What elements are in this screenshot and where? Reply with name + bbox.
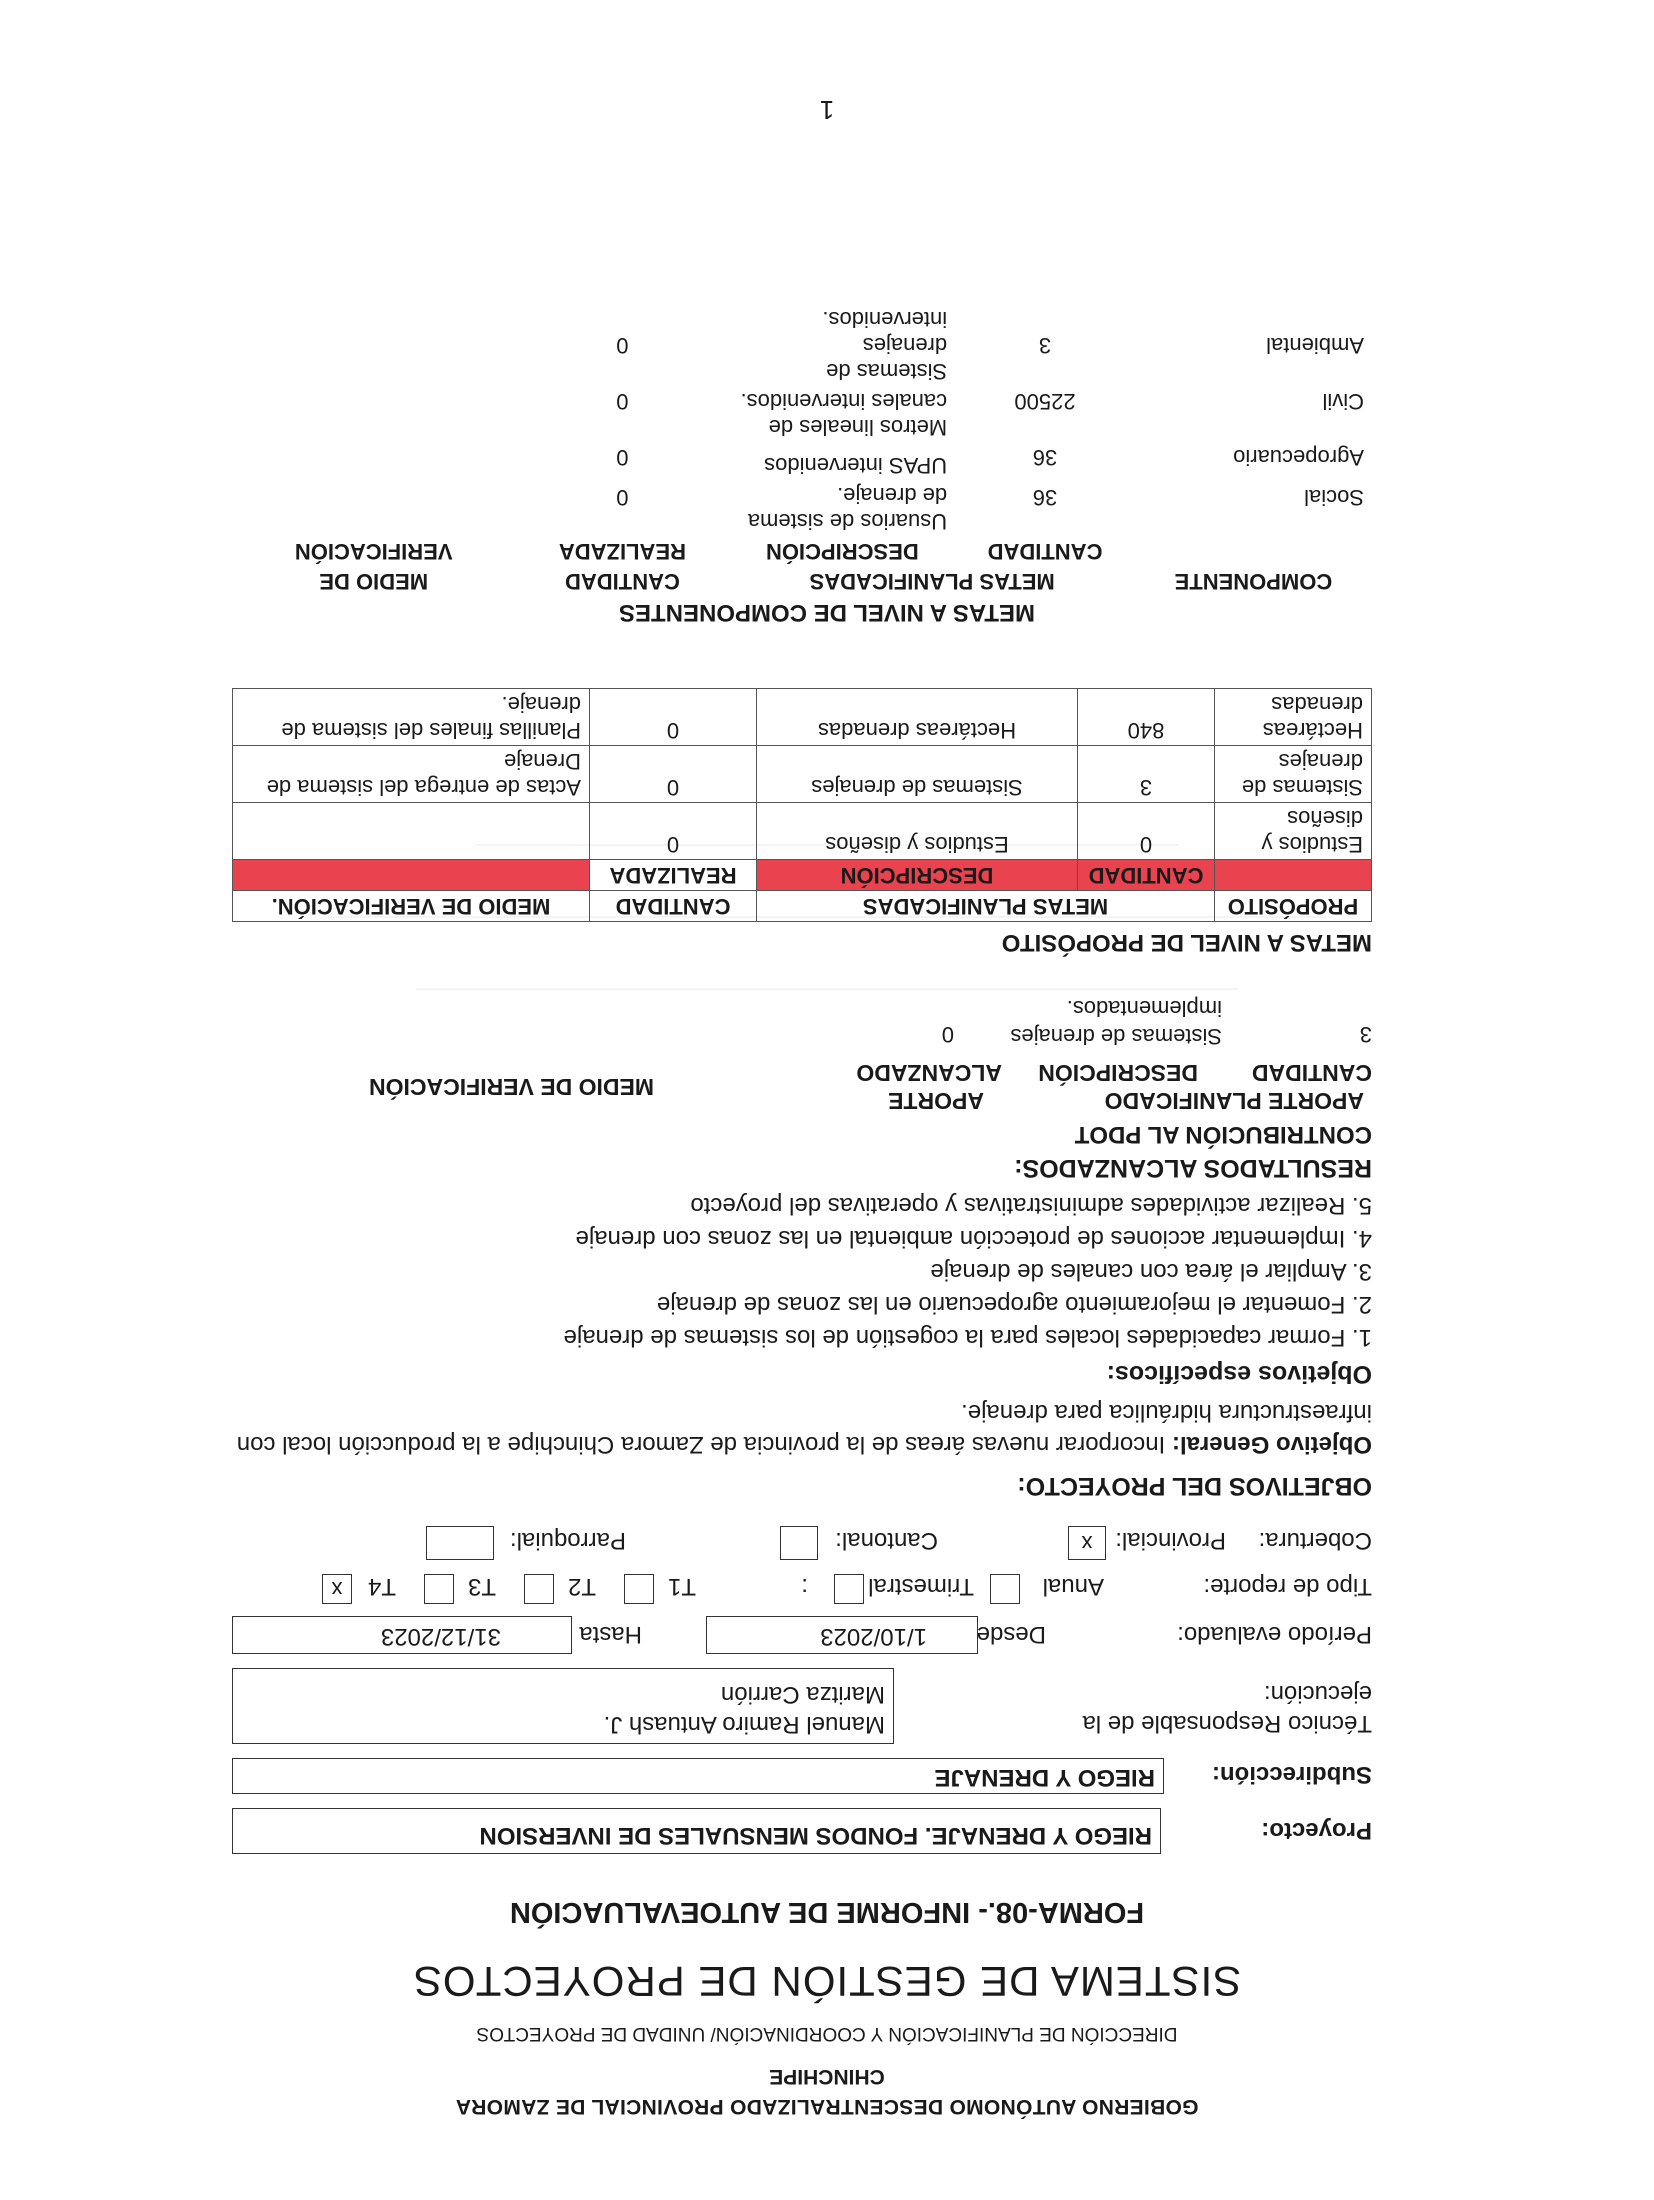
metas-planificadas-header: METAS PLANIFICADAS (757, 891, 1215, 922)
system-title: SISTEMA DE GESTIÓN DE PROYECTOS (412, 1958, 1242, 2005)
t4-checkbox[interactable]: x (322, 1574, 352, 1604)
parroquial-checkbox[interactable] (426, 1526, 494, 1560)
proposito-col-header: PROPÓSITO (1215, 891, 1372, 922)
objetivos-especificos-label: Objetivos específicos: (1106, 1360, 1372, 1388)
t1-checkbox[interactable] (624, 1574, 654, 1604)
trimestral-colon: : (801, 1573, 808, 1600)
comp-medio-cell (232, 480, 515, 536)
comp-cantidad-cell: 36 (1032, 485, 1058, 510)
resultados-alcanzado-header: ALCANZADO (856, 1060, 1002, 1086)
tecnico-label-line1: Técnico Responsable de la (1082, 1710, 1372, 1737)
medio-verificacion-header: MEDIO DE VERIFICACIÓN. (233, 891, 590, 922)
comp-descripcion-cell: Usuarios de sistema de drenaje. (747, 483, 948, 534)
trimestral-checkbox[interactable] (834, 1574, 864, 1604)
cantidad-cell: 840 (1078, 689, 1215, 746)
proyecto-value: RIEGO Y DRENAJE. FONDOS MENSUALES DE INVERSION (479, 1822, 1152, 1849)
cantidad-realizada-line1: CANTIDAD (615, 894, 731, 919)
provincial-label: Provincial: (1115, 1527, 1226, 1554)
cantonal-checkbox[interactable] (780, 1526, 818, 1560)
page-number: 1 (819, 95, 835, 125)
cantidad-realizada-header (590, 891, 757, 922)
comp-realizada-cell: 0 (616, 485, 629, 510)
table-row (232, 442, 1372, 480)
cobertura-label: Cobertura: (1258, 1527, 1372, 1554)
contribucion-pdot-title: CONTRIBUCIÓN AL PDOT (1074, 1121, 1372, 1148)
table-row (232, 480, 1372, 536)
comp-metas-header: METAS PLANIFICADAS (809, 569, 1055, 594)
componentes-table (232, 304, 1372, 596)
tecnico-field (232, 1668, 894, 1744)
comp-descripcion-cell: UPAS intervenidos (764, 453, 948, 478)
comp-realizada-cell: 0 (616, 333, 629, 358)
provincial-checkbox[interactable]: x (1068, 1526, 1106, 1560)
anual-label: Anual (1042, 1573, 1104, 1600)
tipo-reporte-label: Tipo de reporte: (1203, 1573, 1372, 1600)
desde-field (706, 1616, 978, 1654)
table-row (232, 304, 1372, 386)
descripcion-header: DESCRIPCIÓN (757, 860, 1078, 891)
realizada-cell: 0 (590, 746, 757, 803)
resultados-row-desc-line2: implementados. (1066, 996, 1222, 1021)
resultados-row-descripcion (1010, 994, 1222, 1050)
tecnico-value-2: Maritza Carrión (720, 1681, 885, 1708)
medio-cell: Actas de entrega del sistema de Drenaje (233, 746, 590, 803)
list-item: 5. Realizar actividades administrativas y operativas del proyecto (690, 1192, 1372, 1219)
objetivo-general (232, 1396, 1372, 1460)
resultados-row-cantidad: 3 (1359, 1022, 1372, 1047)
medio-cell: Planillas finales del sistema de drenaje. (233, 689, 590, 746)
comp-cantidad-cell: 22500 (1014, 389, 1076, 414)
department: DIRECCIÓN DE PLANIFICACIÓN Y COORDINACIÓN/ UNIDAD DE PROYECTOS (476, 2023, 1178, 2044)
comp-descripcion-cell: Metros lineales de canales intervenidos. (740, 389, 948, 440)
objetivo-general-text: Incorporar nuevas áreas de la provincia de Zamora Chinchipe a la producción local con infraestructura hidráulica para drenaje. (236, 1399, 1372, 1458)
comp-blank-header (1135, 536, 1372, 566)
comp-cantidad-header: CANTIDAD (987, 539, 1103, 564)
comp-medio-cell (232, 442, 515, 480)
cantidad-realizada-line2: REALIZADA (590, 860, 757, 891)
t2-label: T2 (567, 1573, 596, 1600)
red-cell (233, 860, 590, 891)
componentes-title: METAS A NIVEL DE COMPONENTES (618, 599, 1036, 626)
objetivos-especificos-list (564, 1189, 1372, 1354)
periodo-label: Período evaluado: (1177, 1621, 1372, 1648)
comp-descripcion-header: DESCRIPCIÓN (765, 539, 919, 564)
cantidad-header: CANTIDAD (1078, 860, 1215, 891)
aporte-planificado-header: APORTE PLANIFICADO (1104, 1088, 1364, 1114)
subdireccion-field (232, 1758, 1164, 1794)
table-row (233, 803, 1372, 860)
comp-cantidad-realizada-line1: CANTIDAD (564, 569, 680, 594)
componente-cell: Civil (1322, 389, 1364, 414)
componente-col-header: COMPONENTE (1174, 569, 1333, 594)
proposito-title: METAS A NIVEL DE PROPÓSITO (1001, 929, 1372, 956)
proyecto-label: Proyecto: (1261, 1817, 1372, 1844)
parroquial-label: Parroquial: (509, 1527, 626, 1554)
form-title: FORMA-08.- INFORME DE AUTOEVALUACIÓN (509, 1896, 1145, 1928)
table-row (233, 746, 1372, 803)
objetivos-title: OBJETIVOS DEL PROYECTO: (1017, 1472, 1372, 1500)
cantonal-label: Cantonal: (835, 1527, 938, 1554)
realizada-cell: 0 (590, 803, 757, 860)
cantidad-cell: 3 (1078, 746, 1215, 803)
desde-label: Desde (976, 1621, 1046, 1648)
comp-medio-line2: VERIFICACIÓN (294, 539, 453, 564)
comp-realizada-cell: 0 (616, 389, 629, 414)
anual-checkbox[interactable] (990, 1574, 1020, 1604)
subdireccion-value: RIEGO Y DRENAJE (934, 1764, 1155, 1791)
t4-label: T4 (367, 1573, 396, 1600)
comp-descripcion-cell: Sistemas de drenajes intervenidos. (822, 307, 948, 384)
resultados-medio-header: MEDIO DE VERIFICACIÓN (369, 1074, 654, 1100)
list-item: 4. Implementar acciones de protección ambiental en las zonas con drenaje (575, 1225, 1372, 1252)
resultados-cantidad-header: CANTIDAD (1251, 1060, 1372, 1086)
comp-cantidad-realizada-line2: REALIZADA (558, 539, 686, 564)
list-item: 2. Fomentar el mejoramiento agropecuario en las zonas de drenaje (656, 1291, 1372, 1318)
tecnico-label-line2: ejecución: (1263, 1680, 1372, 1707)
resultados-row-alcanzado: 0 (941, 1022, 954, 1047)
componente-cell: Social (1304, 485, 1364, 510)
desde-value: 1/10/2023 (820, 1623, 927, 1650)
hasta-value: 31/12/2023 (380, 1623, 501, 1650)
objetivo-general-label: Objetivo General: (1171, 1431, 1372, 1458)
comp-medio-cell (232, 304, 515, 386)
subdireccion-label: Subdirección: (1211, 1761, 1372, 1788)
resultados-row-desc-line1: Sistemas de drenajes (1010, 1024, 1222, 1049)
red-cell (1215, 860, 1372, 891)
descripcion-cell: Estudios y diseños (757, 803, 1078, 860)
comp-medio-cell (232, 386, 515, 442)
descripcion-cell: Hectáreas drenadas (757, 689, 1078, 746)
list-item: 1. Formar capacidades locales para la cogestión de los sistemas de drenaje (563, 1324, 1372, 1351)
proposito-cell: Hectáreas drenadas (1215, 689, 1372, 746)
table-row (233, 689, 1372, 746)
proyecto-field (232, 1808, 1161, 1854)
resultados-descripcion-header: DESCRIPCIÓN (1038, 1060, 1198, 1086)
proposito-cell: Sistemas de drenajes (1215, 746, 1372, 803)
trimestral-label: Trimestral (868, 1573, 974, 1600)
org-name: GOBIERNO AUTÓNOMO DESCENTRALIZADO PROVINCIAL DE ZAMORA (455, 2095, 1199, 2118)
proposito-table (232, 688, 1372, 922)
resultados-title: RESULTADOS ALCANZADOS: (1014, 1154, 1372, 1182)
t1-label: T1 (667, 1573, 696, 1600)
realizada-cell: 0 (590, 689, 757, 746)
tecnico-value-1: Manuel Ramiro Antuash J. (603, 1711, 885, 1738)
comp-cantidad-cell: 3 (1038, 333, 1052, 358)
table-row (232, 386, 1372, 442)
t3-checkbox[interactable] (424, 1574, 454, 1604)
descripcion-cell: Sistemas de drenajes (757, 746, 1078, 803)
hasta-label: Hasta (579, 1621, 642, 1648)
t2-checkbox[interactable] (524, 1574, 554, 1604)
list-item: 3. Ampliar el área con canales de drenaje (930, 1258, 1372, 1285)
medio-cell (233, 803, 590, 860)
tecnico-label (1082, 1678, 1372, 1738)
comp-realizada-cell: 0 (616, 445, 629, 470)
t3-label: T3 (467, 1573, 496, 1600)
cantidad-cell: 0 (1078, 803, 1215, 860)
proposito-cell: Estudios y diseños (1215, 803, 1372, 860)
comp-cantidad-cell: 36 (1032, 445, 1058, 470)
componente-cell: Ambiental (1266, 333, 1364, 358)
org-name-line2: CHINCHIPE (769, 2065, 885, 2088)
hasta-field (232, 1616, 572, 1654)
resultados-aporte-header: APORTE (888, 1088, 984, 1114)
comp-medio-line1: MEDIO DE (319, 569, 429, 594)
componente-cell: Agropecuario (1233, 445, 1364, 470)
